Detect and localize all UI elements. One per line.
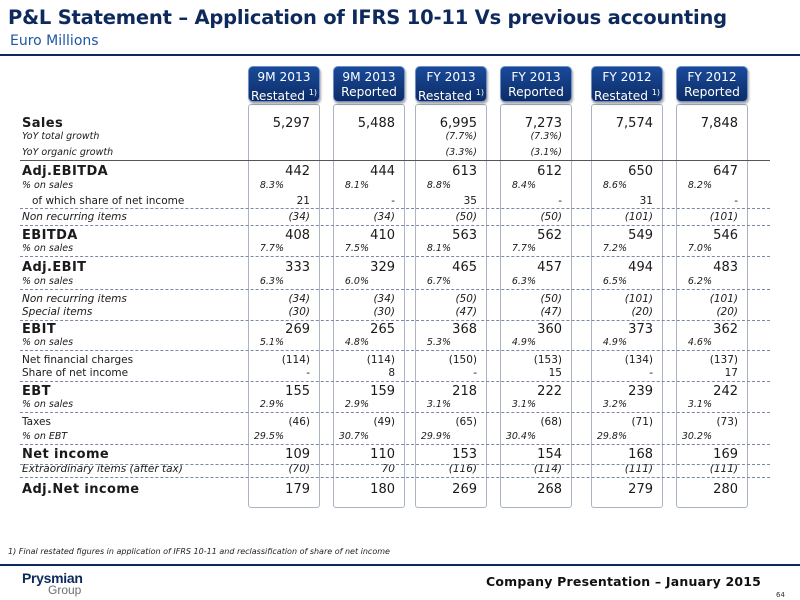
table-cell: 242 — [713, 384, 738, 399]
table-cell: (114) — [366, 354, 395, 366]
table-cell: 5,488 — [357, 116, 395, 131]
row-label: Taxes — [22, 416, 51, 428]
column-header-period: 9M 2013 — [342, 70, 396, 84]
row-label: % on sales — [22, 399, 74, 410]
row-label: Non recurring items — [22, 293, 127, 305]
table-cell: 6.7% — [426, 276, 451, 287]
table-cell: 2.9% — [259, 399, 284, 410]
table-cell: 239 — [628, 384, 653, 399]
column-header-period: FY 2012 — [602, 70, 652, 84]
table-cell: 8.2% — [687, 180, 712, 191]
page-subtitle: Euro Millions — [10, 33, 99, 49]
column-header-period: 9M 2013 — [257, 70, 311, 84]
table-cell: 30.4% — [505, 431, 536, 442]
table-cell: 483 — [713, 260, 738, 275]
table-cell: 7.5% — [344, 243, 369, 254]
table-cell: 109 — [285, 447, 310, 462]
row-label: EBIT — [22, 322, 57, 337]
column-header-basis-text: Restated — [250, 89, 305, 104]
table-cell: 7.7% — [259, 243, 284, 254]
table-cell: 70 — [381, 463, 395, 475]
table-cell: 8.1% — [344, 180, 369, 191]
table-cell: (49) — [373, 416, 395, 428]
table-cell: (114) — [281, 354, 310, 366]
row-label: Adj.Net income — [22, 482, 140, 497]
logo-wordmark: Prysmian — [22, 570, 83, 586]
row-label: Net financial charges — [22, 354, 134, 366]
table-cell: (101) — [709, 211, 738, 223]
row-separator — [20, 464, 770, 465]
table-cell: - — [391, 195, 395, 207]
table-row — [0, 211, 800, 224]
table-cell: (150) — [448, 354, 477, 366]
table-cell: 280 — [713, 482, 738, 497]
row-separator — [20, 477, 770, 478]
table-cell: (114) — [533, 463, 562, 475]
table-cell: (101) — [709, 293, 738, 305]
table-cell: (3.3%) — [445, 147, 477, 158]
table-cell: 4.8% — [344, 337, 369, 348]
table-cell: (116) — [448, 463, 477, 475]
table-row — [0, 243, 800, 255]
table-cell: 7,848 — [700, 116, 738, 131]
table-row — [0, 276, 800, 288]
presentation-label: Company Presentation – January 2015 — [486, 574, 762, 589]
table-cell: - — [649, 367, 653, 379]
table-cell: (7.7%) — [445, 131, 477, 142]
table-cell: (101) — [624, 293, 653, 305]
table-row — [0, 147, 800, 159]
table-cell: (30) — [373, 306, 395, 318]
row-label: Special items — [22, 306, 93, 318]
table-row — [0, 416, 800, 429]
table-cell: 4.9% — [511, 337, 536, 348]
table-cell: 35 — [463, 195, 477, 207]
table-cell: 7.2% — [602, 243, 627, 254]
table-cell: 333 — [285, 260, 310, 275]
table-cell: 5,297 — [272, 116, 310, 131]
table-cell: 6.0% — [344, 276, 369, 287]
table-cell: (47) — [455, 306, 477, 318]
row-label: Share of net income — [22, 367, 129, 379]
row-label: % on sales — [22, 180, 74, 191]
table-cell: (70) — [288, 463, 310, 475]
table-cell: (3.1%) — [530, 147, 562, 158]
table-row — [0, 293, 800, 306]
row-separator — [20, 289, 770, 290]
row-label: Adj.EBITDA — [22, 164, 109, 179]
table-cell: 218 — [452, 384, 477, 399]
row-label: % on sales — [22, 276, 74, 287]
table-cell: 269 — [452, 482, 477, 497]
table-cell: 6,995 — [439, 116, 477, 131]
column-header-basis-text: Reported — [684, 85, 740, 99]
table-cell: 169 — [713, 447, 738, 462]
table-cell: 279 — [628, 482, 653, 497]
table-row — [0, 195, 800, 207]
table-cell: (50) — [540, 211, 562, 223]
row-separator — [20, 381, 770, 382]
table-cell: 549 — [628, 228, 653, 243]
table-cell: (50) — [455, 293, 477, 305]
table-cell: (34) — [373, 293, 395, 305]
table-cell: - — [558, 195, 562, 207]
table-cell: 5.3% — [426, 337, 451, 348]
table-row — [0, 180, 800, 192]
row-label: Sales — [22, 116, 64, 131]
table-cell: 3.2% — [602, 399, 627, 410]
table-cell: (137) — [709, 354, 738, 366]
table-cell: 563 — [452, 228, 477, 243]
table-cell: 265 — [370, 322, 395, 337]
table-cell: 465 — [452, 260, 477, 275]
table-cell: - — [734, 195, 738, 207]
table-cell: 168 — [628, 447, 653, 462]
row-label: YoY organic growth — [22, 147, 114, 158]
table-cell: 153 — [452, 447, 477, 462]
table-cell: 546 — [713, 228, 738, 243]
page-title: P&L Statement – Application of IFRS 10-11 Vs previous accounting — [8, 6, 727, 29]
table-cell: (50) — [455, 211, 477, 223]
table-cell: 494 — [628, 260, 653, 275]
table-cell: 222 — [537, 384, 562, 399]
prysmian-logo — [22, 570, 83, 597]
row-separator — [20, 160, 770, 161]
table-cell: 3.1% — [426, 399, 451, 410]
table-cell: 180 — [370, 482, 395, 497]
table-cell: 179 — [285, 482, 310, 497]
column-header-basis-text: Restated — [593, 89, 648, 104]
column-header-basis-text: Restated — [417, 89, 472, 104]
table-row — [0, 131, 800, 143]
table-cell: 8 — [388, 367, 395, 379]
table-cell: (71) — [631, 416, 653, 428]
table-cell: 5.1% — [259, 337, 284, 348]
table-cell: (20) — [716, 306, 738, 318]
table-cell: 360 — [537, 322, 562, 337]
table-cell: 613 — [452, 164, 477, 179]
table-cell: 368 — [452, 322, 477, 337]
table-row — [0, 447, 800, 463]
table-cell: (47) — [540, 306, 562, 318]
table-cell: (101) — [624, 211, 653, 223]
row-label: YoY total growth — [22, 131, 100, 142]
table-cell: 269 — [285, 322, 310, 337]
table-cell: 6.5% — [602, 276, 627, 287]
table-cell: - — [473, 367, 477, 379]
table-cell: 7,574 — [615, 116, 653, 131]
table-cell: 268 — [537, 482, 562, 497]
row-label: EBITDA — [22, 228, 78, 243]
row-separator — [20, 256, 770, 257]
table-cell: 457 — [537, 260, 562, 275]
table-cell: 8.4% — [511, 180, 536, 191]
table-cell: (153) — [533, 354, 562, 366]
table-cell: 647 — [713, 164, 738, 179]
table-cell: 159 — [370, 384, 395, 399]
table-cell: 2.9% — [344, 399, 369, 410]
table-row — [0, 367, 800, 380]
row-label: % on sales — [22, 337, 74, 348]
footnote-marker: 1) — [651, 88, 661, 97]
table-cell: 444 — [370, 164, 395, 179]
table-cell: (34) — [288, 211, 310, 223]
table-cell: - — [306, 367, 310, 379]
row-label: Adj.EBIT — [22, 260, 87, 275]
row-separator — [20, 225, 770, 226]
table-cell: 21 — [296, 195, 310, 207]
table-cell: 110 — [370, 447, 395, 462]
table-cell: 31 — [639, 195, 653, 207]
table-cell: 8.1% — [426, 243, 451, 254]
table-row — [0, 399, 800, 411]
table-cell: (7.3%) — [530, 131, 562, 142]
table-cell: 154 — [537, 447, 562, 462]
table-row — [0, 337, 800, 349]
table-cell: 29.5% — [253, 431, 284, 442]
table-cell: 3.1% — [687, 399, 712, 410]
row-label: Non recurring items — [22, 211, 127, 223]
table-cell: 612 — [537, 164, 562, 179]
footnote-marker: 1) — [308, 88, 318, 97]
table-cell: 6.3% — [511, 276, 536, 287]
table-cell: 362 — [713, 322, 738, 337]
column-header-period: FY 2013 — [426, 70, 476, 84]
table-cell: (65) — [455, 416, 477, 428]
table-row — [0, 306, 800, 319]
table-row — [0, 354, 800, 367]
table-row — [0, 164, 800, 180]
table-cell: (111) — [624, 463, 653, 475]
table-cell: 373 — [628, 322, 653, 337]
table-row — [0, 228, 800, 244]
table-cell: 29.8% — [596, 431, 627, 442]
table-row — [0, 384, 800, 400]
row-separator — [20, 412, 770, 413]
row-label: Net income — [22, 447, 110, 462]
table-cell: 8.6% — [602, 180, 627, 191]
logo-subtext: Group — [48, 583, 82, 597]
footer-divider — [0, 564, 800, 566]
row-separator — [20, 444, 770, 445]
table-cell: 15 — [548, 367, 562, 379]
table-cell: (34) — [373, 211, 395, 223]
table-cell: 6.3% — [259, 276, 284, 287]
column-header-basis-text: Reported — [341, 85, 397, 99]
row-label: Extraordinary items (after tax) — [22, 463, 183, 475]
row-separator — [20, 350, 770, 351]
row-separator — [20, 208, 770, 209]
table-cell: 30.2% — [681, 431, 712, 442]
page-number: 64 — [776, 591, 785, 599]
table-cell: (50) — [540, 293, 562, 305]
row-label: % on sales — [22, 243, 74, 254]
table-cell: (34) — [288, 293, 310, 305]
table-row — [0, 431, 800, 443]
table-cell: 7.7% — [511, 243, 536, 254]
footnote-marker: 1) — [475, 88, 485, 97]
table-row — [0, 260, 800, 276]
table-cell: 442 — [285, 164, 310, 179]
footnote: 1) Final restated figures in application of IFRS 10-11 and reclassification of share of net income — [8, 547, 390, 556]
column-header-period: FY 2013 — [511, 70, 561, 84]
table-cell: 3.1% — [511, 399, 536, 410]
table-cell: (46) — [288, 416, 310, 428]
table-cell: 4.9% — [602, 337, 627, 348]
table-cell: 8.3% — [259, 180, 284, 191]
table-cell: 8.8% — [426, 180, 451, 191]
table-row — [0, 322, 800, 338]
table-cell: (134) — [624, 354, 653, 366]
row-label: % on EBT — [22, 431, 68, 442]
row-separator — [20, 320, 770, 321]
row-label: of which share of net income — [32, 195, 185, 207]
table-cell: (73) — [716, 416, 738, 428]
table-cell: 650 — [628, 164, 653, 179]
table-cell: (111) — [709, 463, 738, 475]
table-cell: 329 — [370, 260, 395, 275]
table-cell: (20) — [631, 306, 653, 318]
column-header-period: FY 2012 — [687, 70, 737, 84]
table-cell: 30.7% — [338, 431, 369, 442]
table-cell: 562 — [537, 228, 562, 243]
row-label: EBT — [22, 384, 51, 399]
table-cell: (68) — [540, 416, 562, 428]
table-cell: 4.6% — [687, 337, 712, 348]
table-cell: 410 — [370, 228, 395, 243]
table-cell: 7.0% — [687, 243, 712, 254]
table-cell: 7,273 — [524, 116, 562, 131]
table-row — [0, 116, 800, 132]
table-cell: 6.2% — [687, 276, 712, 287]
table-cell: (30) — [288, 306, 310, 318]
table-cell: 408 — [285, 228, 310, 243]
table-cell: 17 — [724, 367, 738, 379]
table-row — [0, 482, 800, 498]
column-header-basis-text: Reported — [508, 85, 564, 99]
table-cell: 29.9% — [420, 431, 451, 442]
table-cell: 155 — [285, 384, 310, 399]
